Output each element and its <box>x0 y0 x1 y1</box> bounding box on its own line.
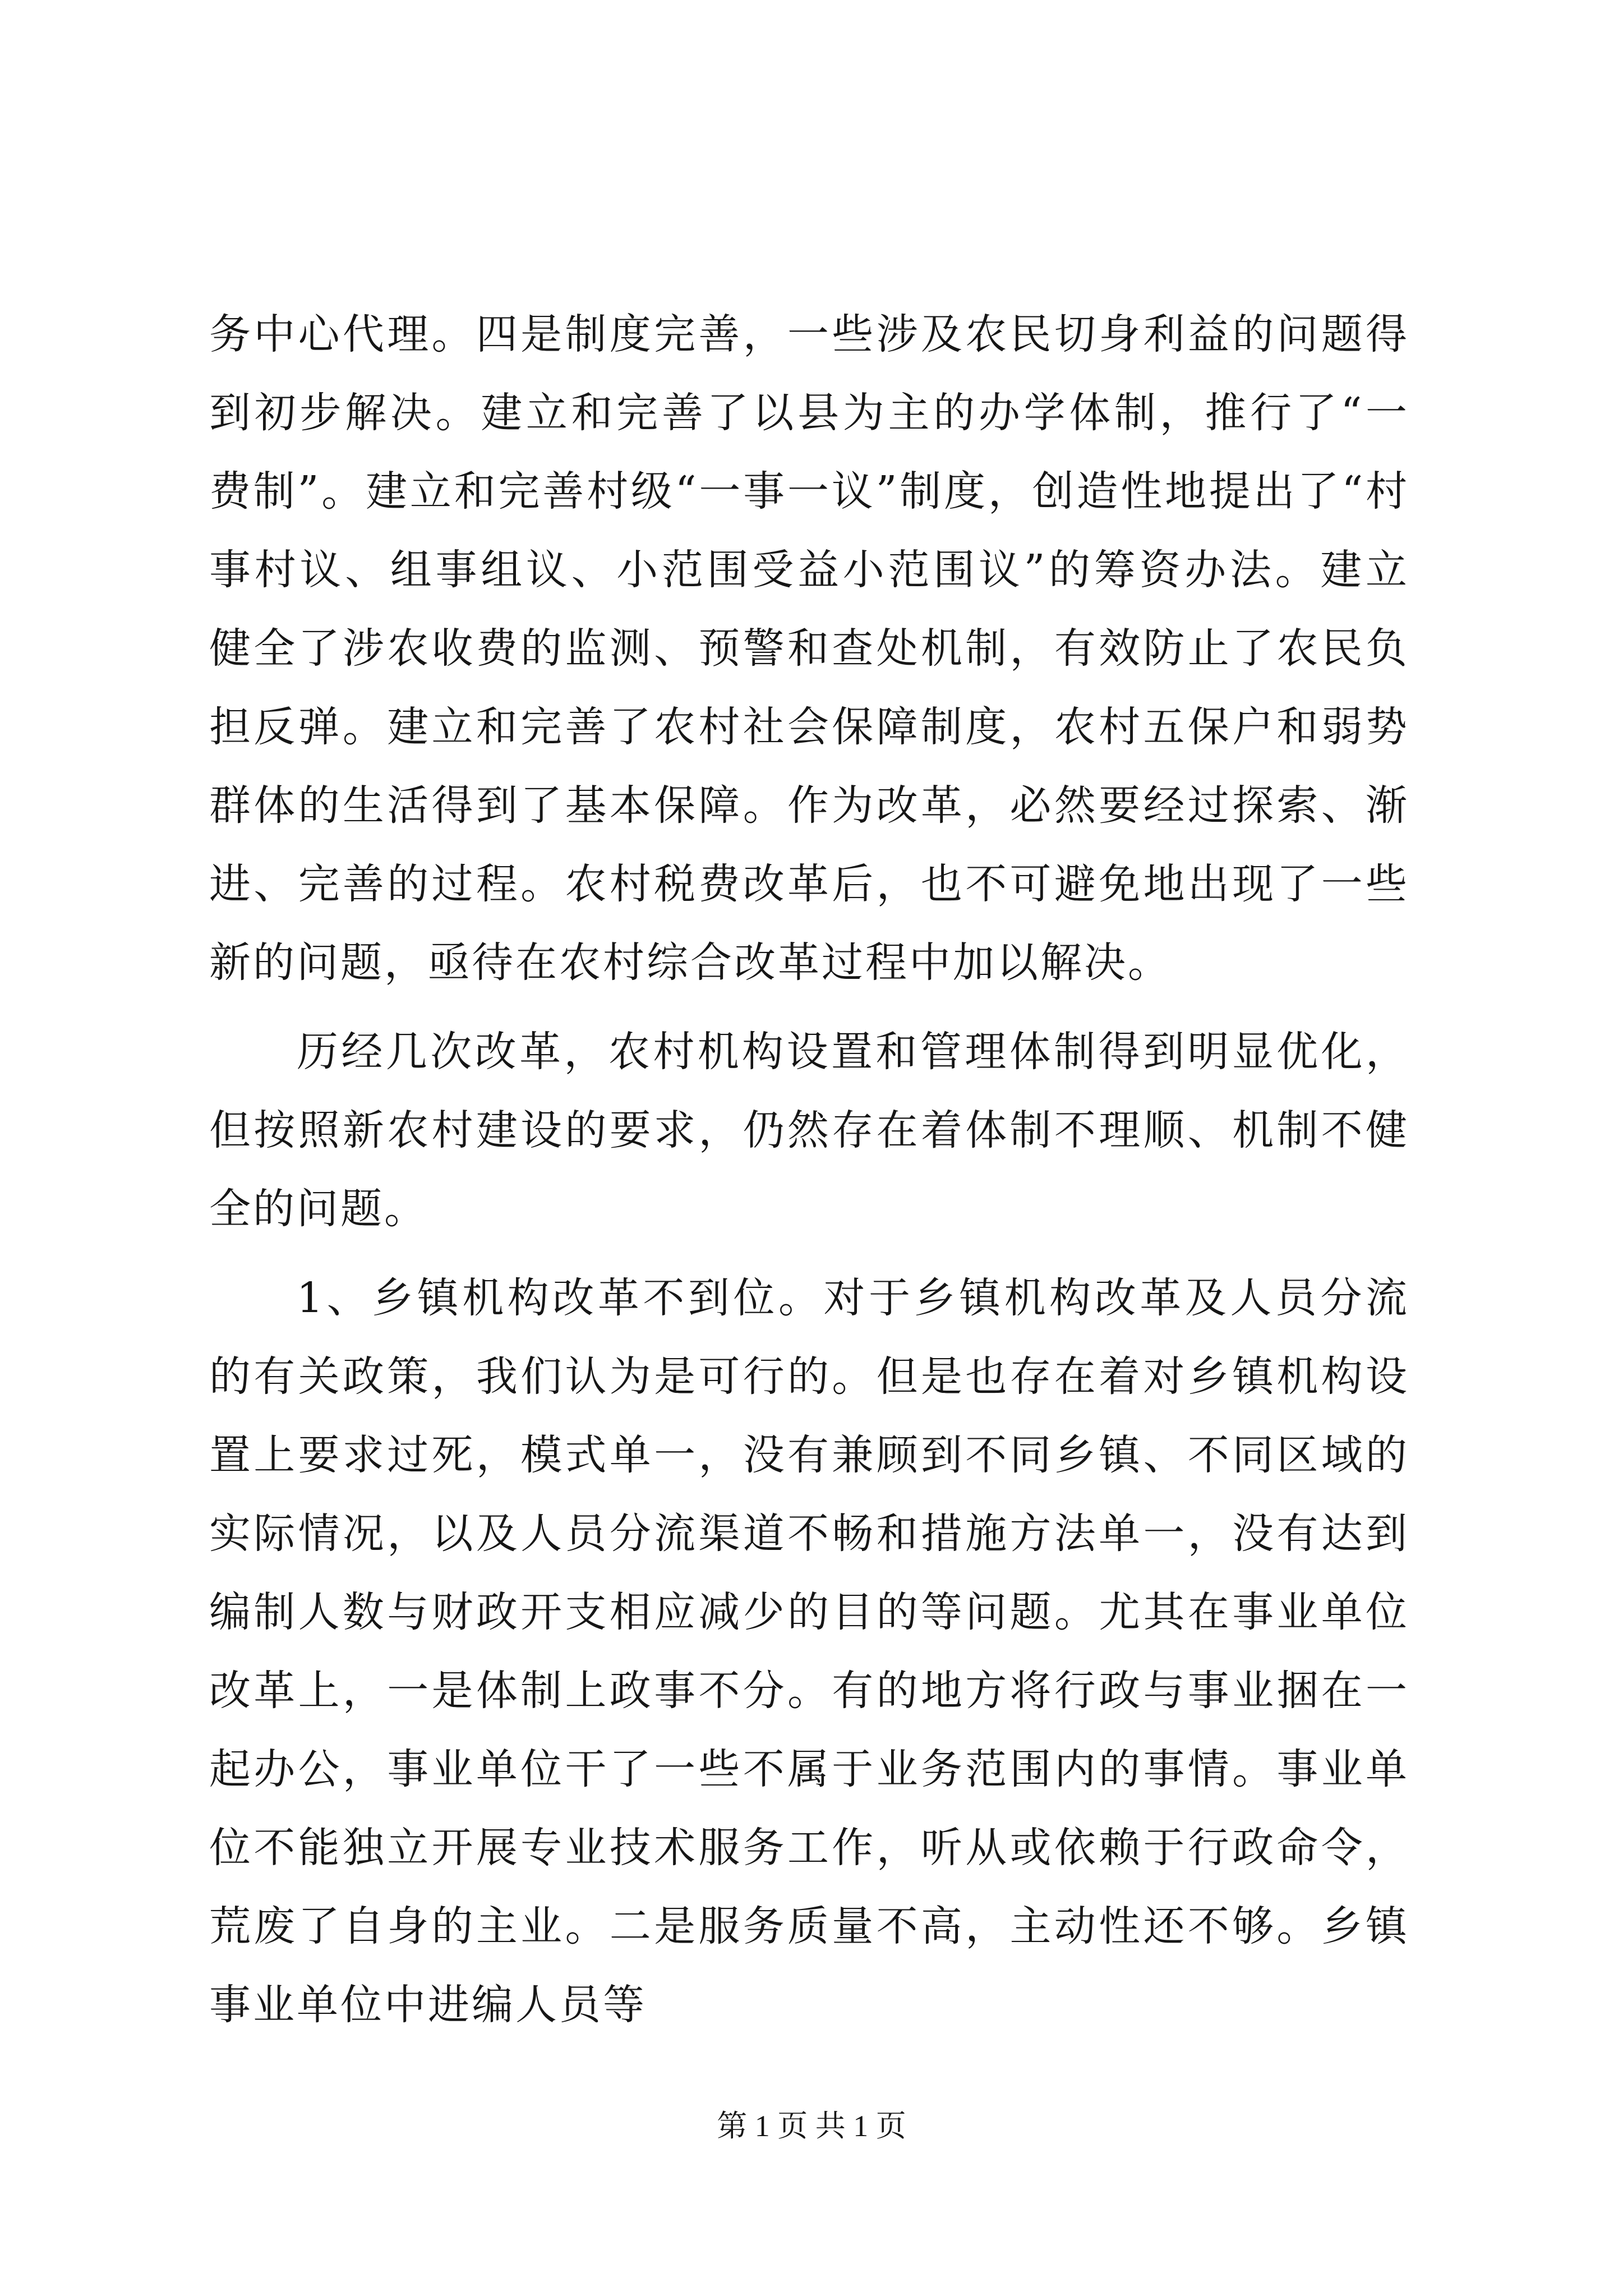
paragraph-1: 务中心代理。四是制度完善，一些涉及农民切身利益的问题得到初步解决。建立和完善了以县为主的办学体制，推行了“一费制”。建立和完善村级“一事一议”制度，创造性地提出了“村事村议、组事组议、小范围受益小范围议”的筹资办法。建立健全了涉农收费的监测、预警和查处机制，有效防止了农民负担反弹。建立和完善了农村社会保障制度，农村五保户和弱势群体的生活得到了基本保障。作为改革，必然要经过探索、渐进、完善的过程。农村税费改革后，也不可避免地出现了一些新的问题，亟待在农村综合改革过程中加以解决。 <box>209 310 1409 987</box>
document-body <box>209 295 1409 2055</box>
page-footer: 第 1 页 共 1 页 <box>717 2109 906 2143</box>
paragraph-2: 历经几次改革，农村机构设置和管理体制得到明显优化，但按照新农村建设的要求，仍然存在着体制不理顺、机制不健全的问题。 <box>209 1028 1409 1233</box>
paragraph-3: 1、乡镇机构改革不到位。对于乡镇机构改革及人员分流的有关政策，我们认为是可行的。但是也存在着对乡镇机构设置上要求过死，模式单一，没有兼顾到不同乡镇、不同区域的实际情况，以及人员分流渠道不畅和措施方法单一，没有达到编制人数与财政开支相应减少的目的等问题。尤其在事业单位改革上，一是体制上政事不分。有的地方将行政与事业捆在一起办公，事业单位干了一些不属于业务范围内的事情。事业单位不能独立开展专业技术服务工作，听从或依赖于行政命令，荒废了自身的主业。二是服务质量不高，主动性还不够。乡镇事业单位中进编人员等 <box>209 1274 1409 2029</box>
